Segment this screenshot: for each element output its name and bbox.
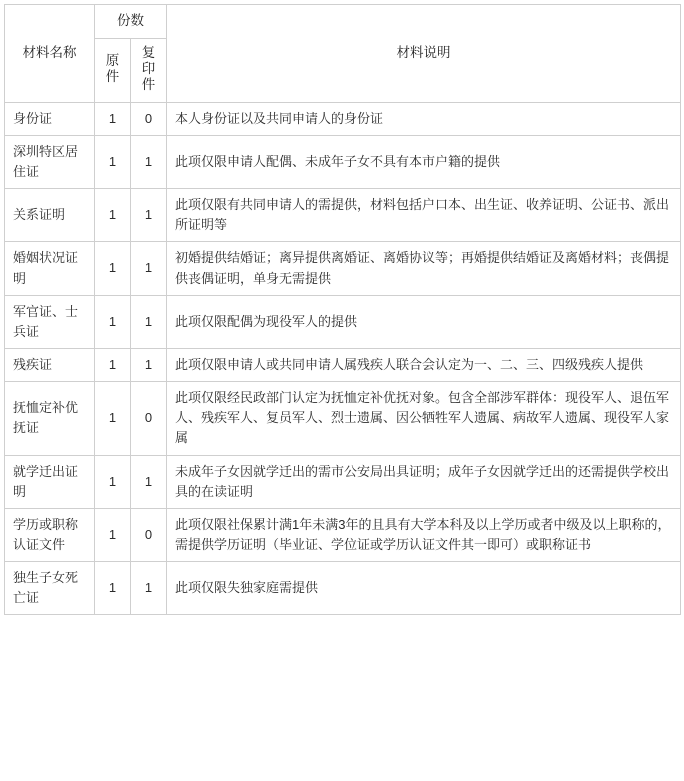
cell-original-count: 1 [95,508,131,561]
cell-copy-count: 0 [131,508,167,561]
table-row [5,455,681,508]
table-body [5,102,681,615]
cell-material-name: 婚姻状况证明 [5,242,95,295]
cell-original-count: 1 [95,102,131,135]
cell-description: 本人身份证以及共同申请人的身份证 [167,102,681,135]
cell-description: 此项仅限失独家庭需提供 [167,562,681,615]
cell-copy-count: 0 [131,102,167,135]
cell-copy-count: 1 [131,348,167,381]
cell-original-count: 1 [95,348,131,381]
cell-description: 此项仅限有共同申请人的需提供，材料包括户口本、出生证、收养证明、公证书、派出所证明等 [167,189,681,242]
header-original [95,38,131,102]
table-header [5,5,681,103]
cell-description: 此项仅限社保累计满1年未满3年的且具有大学本科及以上学历或者中级及以上职称的，需提供学历证明（毕业证、学位证或学历认证文件其一即可）或职称证书 [167,508,681,561]
cell-material-name: 深圳特区居住证 [5,135,95,188]
header-copy [131,38,167,102]
cell-description: 此项仅限配偶为现役军人的提供 [167,295,681,348]
cell-copy-count: 1 [131,189,167,242]
cell-copy-count: 1 [131,135,167,188]
table-row [5,295,681,348]
cell-copy-count: 0 [131,382,167,455]
cell-material-name: 军官证、士兵证 [5,295,95,348]
cell-material-name: 就学迁出证明 [5,455,95,508]
header-material-description: 材料说明 [167,5,681,103]
materials-table [4,4,681,615]
header-copy-label: 复印件 [141,44,156,92]
cell-material-name: 抚恤定补优抚证 [5,382,95,455]
cell-copy-count: 1 [131,242,167,295]
cell-description: 未成年子女因就学迁出的需市公安局出具证明；成年子女因就学迁出的还需提供学校出具的在读证明 [167,455,681,508]
header-material-name: 材料名称 [5,5,95,103]
header-original-label: 原件 [105,52,120,84]
cell-original-count: 1 [95,382,131,455]
cell-description: 此项仅限经民政部门认定为抚恤定补优抚对象。包含全部涉军群体：现役军人、退伍军人、残疾军人、复员军人、烈士遗属、因公牺牲军人遗属、病故军人遗属、现役军人家属 [167,382,681,455]
cell-copy-count: 1 [131,562,167,615]
cell-material-name: 学历或职称认证文件 [5,508,95,561]
cell-material-name: 关系证明 [5,189,95,242]
cell-description: 此项仅限申请人配偶、未成年子女不具有本市户籍的提供 [167,135,681,188]
cell-original-count: 1 [95,455,131,508]
cell-original-count: 1 [95,242,131,295]
cell-original-count: 1 [95,135,131,188]
header-row-top [5,5,681,39]
cell-copy-count: 1 [131,295,167,348]
cell-original-count: 1 [95,295,131,348]
cell-material-name: 身份证 [5,102,95,135]
table-row [5,242,681,295]
cell-copy-count: 1 [131,455,167,508]
table-row [5,135,681,188]
header-count-group: 份数 [95,5,167,39]
cell-description: 此项仅限申请人或共同申请人属残疾人联合会认定为一、二、三、四级残疾人提供 [167,348,681,381]
table-row [5,562,681,615]
cell-material-name: 独生子女死亡证 [5,562,95,615]
table-row [5,102,681,135]
table-row [5,189,681,242]
cell-material-name: 残疾证 [5,348,95,381]
cell-original-count: 1 [95,189,131,242]
cell-description: 初婚提供结婚证；离异提供离婚证、离婚协议等；再婚提供结婚证及离婚材料；丧偶提供丧偶证明，单身无需提供 [167,242,681,295]
table-row [5,382,681,455]
table-row [5,348,681,381]
cell-original-count: 1 [95,562,131,615]
table-row [5,508,681,561]
